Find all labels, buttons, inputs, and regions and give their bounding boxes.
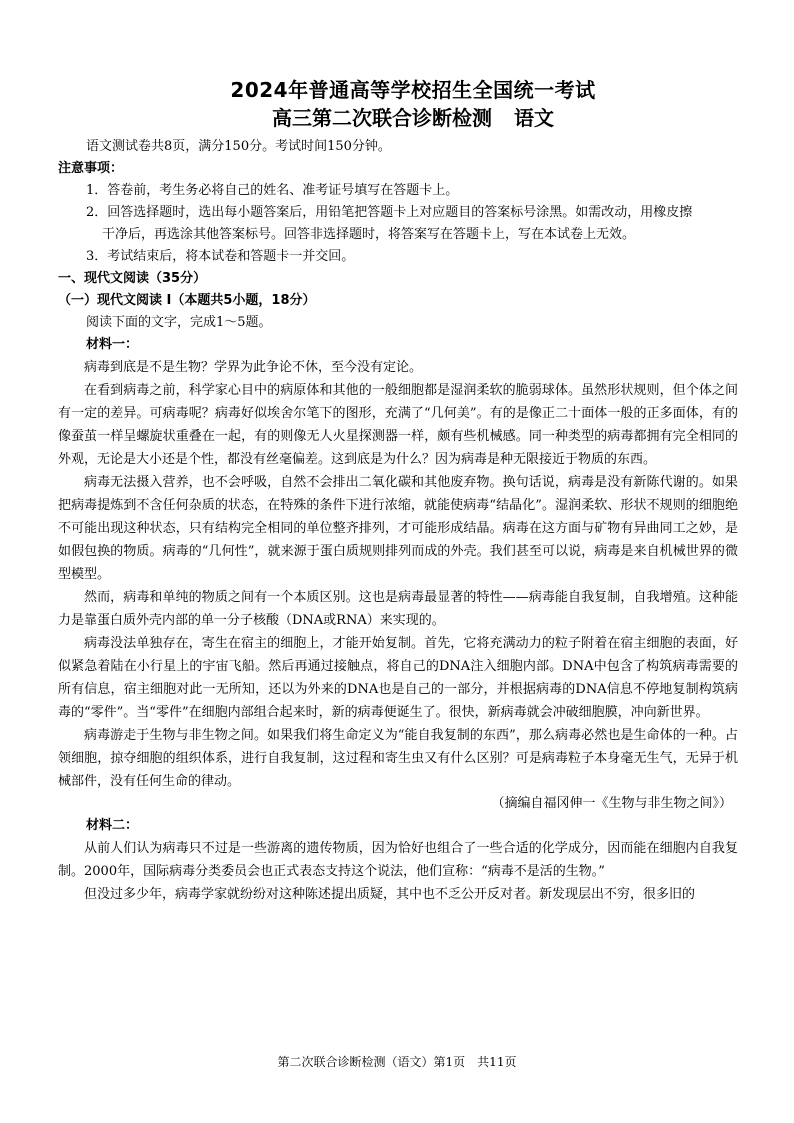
material-two-label: 材料二： xyxy=(86,818,139,833)
exam-intro: 语文测试卷共8页，满分150分。考试时间150分钟。 xyxy=(86,139,391,154)
paragraph: 然而，病毒和单纯的物质之间有一个本质区别。这也是病毒最显著的特性——病毒能自我复制，自我增殖。这种能力是靠蛋白质外壳内部的单一分子核酸（DNA或RNA）来实现的。 xyxy=(58,590,738,628)
reading-instruction: 阅读下面的文字，完成1～5题。 xyxy=(86,315,272,330)
notes-item-3: 3．考试结束后，将本试卷和答题卡一并交回。 xyxy=(86,249,355,264)
material-one-body xyxy=(58,356,738,793)
paragraph: 病毒没法单独存在，寄生在宿主的细胞上，才能开始复制。首先，它将充满动力的粒子附着在宿主细胞的表面，好似紧急着陆在小行星上的宇宙飞船。然后再通过接触点，将自己的DNA注入细胞内部。DNA中包含了构筑病毒需要的所有信息，宿主细胞对此一无所知，还以为外来的DNA也是自己的一部分，并根据病毒的DNA信息不停地复制构筑病毒的“零件”。当“零件”在细胞内部组合起来时，新的病毒便诞生了。很快，新病毒就会冲破细胞膜，冲向新世界。 xyxy=(58,636,738,720)
paragraph: 但没过多少年，病毒学家就纷纷对这种陈述提出质疑，其中也不乏公开反对者。新发现层出不穷，很多旧的 xyxy=(84,887,696,902)
exam-title: 2024年普通高等学校招生全国统一考试 xyxy=(230,78,596,102)
exam-page xyxy=(58,76,738,906)
notes-item-1: 1．答卷前，考生务必将自己的姓名、准考证号填写在答题卡上。 xyxy=(86,183,459,198)
notes-heading: 注意事项： xyxy=(58,161,124,176)
page-footer: 第二次联合诊断检测（语文）第1页 共11页 xyxy=(277,1055,517,1069)
paragraph: 病毒无法摄入营养，也不会呼吸，自然不会排出二氧化碳和其他废弃物。换句话说，病毒是没有新陈代谢的。如果把病毒提炼到不含任何杂质的状态，在特殊的条件下进行浓缩，就能使病毒“结晶化”。湿润柔软、形状不规则的细胞绝不可能出现这种状态，只有结构完全相同的单位整齐排列，才可能形成结晶。病毒在这方面与矿物有异曲同工之妙，是如假包换的物质。病毒的“几何性”，就来源于蛋白质规则排列而成的外壳。我们甚至可以说，病毒是来自机械世界的微型模型。 xyxy=(58,475,738,582)
exam-subject: 语文 xyxy=(514,106,554,130)
paragraph: 从前人们认为病毒只不过是一些游离的遗传物质，因为恰好也组合了一些合适的化学成分，因而能在细胞内自我复制。2000年，国际病毒分类委员会也正式表态支持这个说法，他们宣称：“病毒不是活的生物。” xyxy=(58,841,738,879)
material-one-source: （摘编自福冈伸一《生物与非生物之间》） xyxy=(491,796,732,811)
exam-subtitle-main: 高三第二次联合诊断检测 xyxy=(272,106,492,130)
material-one-label: 材料一： xyxy=(86,337,139,352)
subsection-heading: （一）现代文阅读 I（本题共5小题，18分） xyxy=(58,293,316,308)
notes-item-2: 2．回答选择题时，选出每小题答案后，用铅笔把答题卡上对应题目的答案标号涂黑。如需改动，用橡皮擦 xyxy=(86,205,693,220)
section-heading: 一、现代文阅读（35分） xyxy=(58,271,207,286)
paragraph: 病毒游走于生物与非生物之间。如果我们将生命定义为“能自我复制的东西”，那么病毒必然也是生命体的一种。占领细胞，掠夺细胞的组织体系，进行自我复制，这过程和寄生虫又有什么区别？可是病毒粒子本身毫无生气，无异于机械部件，没有任何生命的律动。 xyxy=(58,728,738,789)
paragraph: 病毒到底是不是生物？学界为此争论不休，至今没有定论。 xyxy=(84,360,423,375)
material-two-body xyxy=(58,837,738,906)
paragraph: 在看到病毒之前，科学家心目中的病原体和其他的一般细胞都是湿润柔软的脆弱球体。虽然形状规则，但个体之间有一定的差异。可病毒呢？病毒好似埃舍尔笔下的图形，充满了“几何美”。有的是像正二十面体一般的正多面体，有的像蚕茧一样呈螺旋状重叠在一起，有的则像无人火星探测器一样，颇有些机械感。同一种类型的病毒都拥有完全相同的外观，无论是大小还是个性，都没有丝毫偏差。这到底是为什么？因为病毒是种无限接近于物质的东西。 xyxy=(58,383,738,467)
exam-subtitle xyxy=(88,104,738,132)
notes-item-2-cont: 干净后，再选涂其他答案标号。回答非选择题时，将答案写在答题卡上，写在本试卷上无效。 xyxy=(102,227,636,242)
